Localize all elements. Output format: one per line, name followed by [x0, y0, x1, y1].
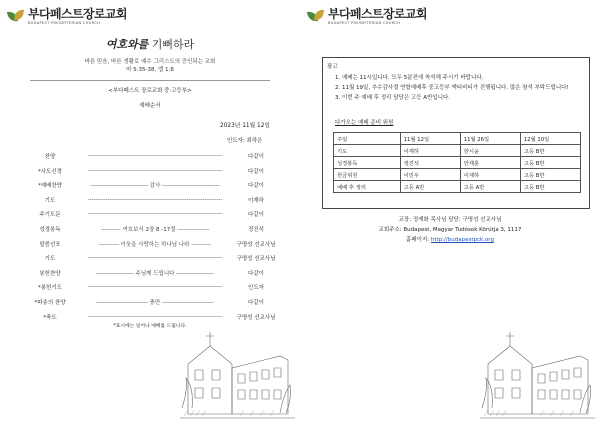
table-cell: 고등 B반: [520, 145, 580, 157]
order-item: [20, 151, 282, 161]
theme-verse: 마 5:35-38, 엡 1:8: [126, 67, 174, 73]
order-item-detail: --------------------------------------------------------------------: [87, 284, 223, 291]
order-item-detail: -------------------------- 충만 --------------------------: [96, 300, 214, 306]
announcement-box: [322, 57, 590, 209]
order-item-label: 성경봉독: [39, 227, 61, 233]
church-logo: [8, 8, 127, 26]
table-cell: 예배 후 정리: [334, 181, 401, 193]
service-leader: 인도자: 최하은: [227, 138, 263, 144]
announcement-item: 1. 예배는 11시입니다. 모두 5분전에 착석해 주시기 바랍니다.: [335, 75, 484, 81]
church-name: 부다페스트장로교회: [28, 7, 127, 21]
announcement-item: 2. 11월 19일, 추수감사절 연합예배후 중고등부 액티비티가 진행됩니다. 많은 참석 부탁드립니다!: [335, 85, 569, 91]
church-subtitle: BUDAPEST PRESBYTERIAN CHURCH: [28, 21, 101, 25]
order-item-label: 기도: [44, 197, 56, 204]
order-item-detail: ------------------- 주님께 드립니다 -------------------: [96, 270, 214, 277]
contact-info: [300, 215, 600, 245]
table-cell: 이재하: [400, 145, 460, 157]
order-item-detail: ---------- 이웃을 사랑하는 하나님 나라 ----------: [98, 241, 212, 248]
order-item-leader: 이재하: [248, 197, 264, 204]
order-item-leader: 정진석: [248, 227, 264, 233]
table-cell: 한시윤: [460, 145, 520, 157]
church-leaf-icon: [308, 8, 326, 24]
order-item-label: *예배찬양: [37, 183, 62, 190]
order-item-detail: --------------------------------------------------------------------: [87, 196, 223, 203]
order-item-leader: 다같이: [248, 212, 264, 219]
order-item-label: *축도: [43, 314, 57, 321]
church-subtitle: BUDAPEST PRESBYTERIAN CHURCH: [328, 21, 401, 25]
table-cell: 주일: [334, 133, 401, 145]
order-item-leader: 다같이: [248, 168, 264, 175]
table-cell: 성경봉독: [334, 157, 401, 169]
order-item-detail: ---------- 여호보서 2장 8 -17절 ----------------: [100, 227, 210, 233]
order-item-label: 찬양: [44, 154, 56, 160]
table-row: [334, 157, 581, 169]
order-item: [20, 239, 282, 249]
schedule-header-row: [334, 133, 581, 145]
order-item: [20, 282, 282, 292]
order-item-detail: --------------------------------------------------------------------: [87, 211, 223, 218]
order-item-detail: --------------------------------------------------------------------: [87, 153, 223, 159]
table-row: [334, 181, 581, 193]
service-name: <부다페스트 장로교회 중·고등부>: [108, 88, 192, 94]
church-building-drawing: [480, 318, 595, 423]
schedule-table: [333, 132, 581, 193]
table-cell: 기도: [334, 145, 401, 157]
theme-title: 여호와를 기뻐하라: [105, 38, 195, 51]
order-item-detail: --------------------------------------------------------------------: [87, 313, 223, 320]
order-item-label: *사도신경: [37, 168, 62, 175]
order-item-label: *파송의 찬양: [34, 300, 66, 306]
bulletin-page-right: [300, 0, 600, 427]
church-address: 교회주소: Budapest, Magyar Tudósok Körútja 3, 1117: [378, 227, 522, 233]
order-item: [20, 297, 282, 307]
pastor-info: 교장: 정재화 목사님 담당: 구명성 선교사님: [398, 217, 502, 223]
table-row: [334, 145, 581, 157]
order-item-label: *봉헌기도: [37, 285, 62, 292]
homepage-link[interactable]: http://budapestpck.org: [430, 237, 494, 243]
table-cell: 고등 B반: [520, 169, 580, 181]
table-cell: 이민우: [400, 169, 460, 181]
table-cell: 헌금위원: [334, 169, 401, 181]
table-cell: 11월 26일: [460, 133, 520, 145]
order-item-label: 기도: [44, 256, 56, 263]
church-leaf-icon: [8, 8, 26, 24]
order-item-leader: 다같이: [248, 300, 264, 306]
order-item: [20, 268, 282, 278]
order-item-detail: --------------------------------------------------------------------: [87, 255, 223, 262]
standing-note: *표시에는 일어나 예배를 드립니다.: [113, 324, 187, 329]
table-row: [334, 169, 581, 181]
announcement-item: 3. 이번 주 예배 후 정리 담당은 고등 A반입니다.: [335, 95, 451, 101]
table-cell: 고등 A반: [400, 181, 460, 193]
table-cell: 11월 12일: [400, 133, 460, 145]
order-item-detail: --------------------------------------------------------------------: [87, 167, 223, 174]
church-logo: [308, 8, 427, 26]
order-title: 예배순서: [139, 103, 161, 109]
church-building-drawing: [180, 318, 295, 423]
divider: [30, 80, 270, 81]
table-cell: 정진석: [400, 157, 460, 169]
table-cell: 이재하: [460, 169, 520, 181]
order-item-leader: 구명성 선교사님: [236, 314, 276, 321]
homepage-line: [300, 235, 600, 245]
order-item-label: 봉헌찬양: [39, 270, 61, 277]
church-motto: 바른 믿음, 바른 생활로 예수 그리스도의 증인되는 교회: [84, 59, 216, 65]
order-item-detail: ----------------------------- 감사 -----------------------------: [90, 183, 220, 190]
order-item: [20, 180, 282, 190]
order-item: [20, 166, 282, 176]
schedule-title: 다가오는 예배 준비 위원: [335, 120, 394, 126]
order-item-leader: 다같이: [248, 270, 264, 277]
table-cell: 고등 A반: [460, 181, 520, 193]
order-item-leader: 다같이: [248, 183, 264, 190]
order-item-leader: 다같이: [248, 154, 264, 160]
announcement-title: 광고: [327, 64, 338, 70]
table-cell: 고등 B반: [520, 157, 580, 169]
order-item-label: 주기도문: [39, 212, 61, 219]
order-item: [20, 195, 282, 205]
order-item: [20, 224, 282, 234]
table-cell: 안재훈: [460, 157, 520, 169]
order-item: [20, 209, 282, 219]
order-item-leader: 구명성 선교사님: [236, 241, 276, 248]
table-cell: 12월 10일: [520, 133, 580, 145]
table-cell: 고등 B반: [520, 181, 580, 193]
church-name: 부다페스트장로교회: [328, 7, 427, 21]
order-item-label: 말씀선포: [39, 241, 61, 248]
order-item: [20, 253, 282, 263]
service-date: 2023년 11월 12일: [220, 123, 270, 129]
homepage-label: 홈페이지:: [406, 237, 431, 243]
order-item-leader: 구명성 선교사님: [236, 256, 276, 263]
order-item-leader: 인도자: [248, 285, 264, 292]
